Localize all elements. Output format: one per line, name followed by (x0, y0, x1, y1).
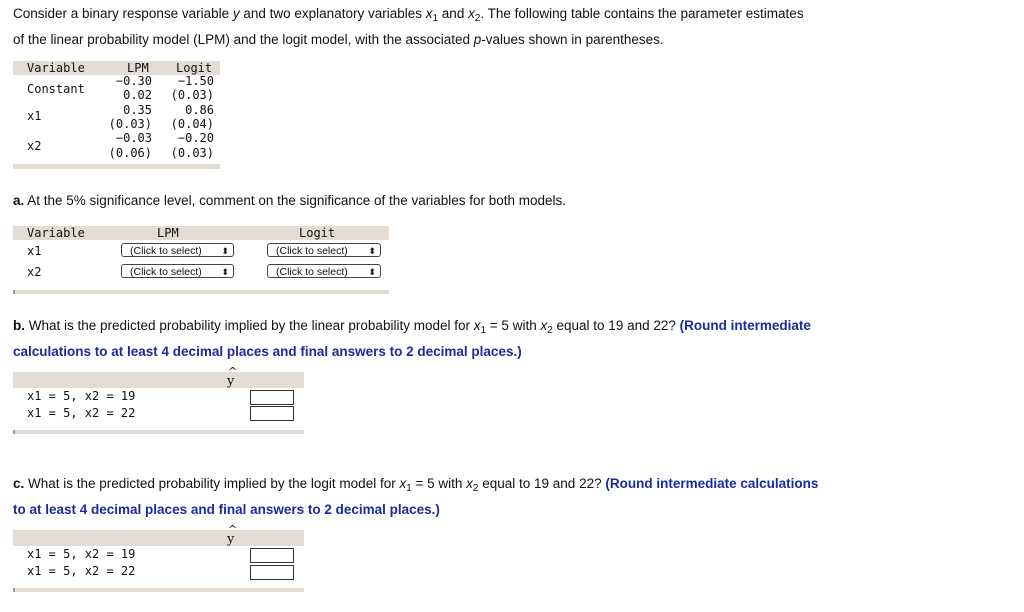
updown-arrow-icon: ⬍ (221, 246, 229, 256)
part-c-answer-2[interactable] (250, 565, 294, 580)
parameter-table-footer (13, 164, 220, 169)
logit-x1-p: (0.04) (170, 117, 214, 131)
lpm-x2: −0.03 (115, 131, 152, 145)
header-lpm: LPM (127, 61, 149, 75)
lpm-constant: −0.30 (115, 74, 152, 88)
part-a-footer-bar (13, 290, 389, 294)
part-a-header-variable: Variable (27, 226, 85, 240)
part-c-row-1: x1 = 5, x2 = 19 (27, 547, 136, 561)
row-name-x2: x2 (27, 139, 42, 153)
intro-paragraph (13, 3, 804, 50)
updown-arrow-icon: ⬍ (368, 246, 376, 256)
intro-line-1: Consider a binary response variable y and two explanatory variables $x_1$ and $x_2$. The following table contains the parameter estimates (13, 6, 804, 24)
part-b-row-2: x1 = 5, x2 = 22 (27, 406, 136, 420)
part-b-yhat-header: ^ y (227, 365, 238, 389)
part-c-header-bar (13, 523, 304, 547)
part-c-yhat-header: ^ y (227, 523, 238, 547)
part-a-row-x2: x2 (27, 265, 42, 279)
part-c-row-2: x1 = 5, x2 = 22 (27, 564, 136, 578)
hat-icon: ^ (228, 523, 238, 536)
lpm-x1-select[interactable]: (Click to select) ⬍ (121, 243, 234, 257)
row-name-x1: x1 (27, 109, 42, 123)
row-name-constant: Constant (27, 82, 85, 96)
logit-x2-select[interactable]: (Click to select) ⬍ (267, 264, 381, 278)
hat-icon: ^ (228, 365, 238, 378)
header-logit: Logit (176, 61, 213, 75)
header-variable: Variable (27, 61, 85, 75)
part-a-header-lpm: LPM (157, 226, 179, 240)
lpm-constant-p: 0.02 (123, 88, 152, 102)
part-c-question: c. What is the predicted probability implied by the logit model for $x_1 = 5$ with $x_2$ equal to 19 and 22? (Round intermediate calculations to at least 4 decimal places and final answers to 2 decimal places.) (13, 476, 819, 517)
part-b-answer-1[interactable] (250, 390, 294, 405)
part-b-question: b. What is the predicted probability implied by the linear probability model for $x_1 = 5$ with $x_2$ equal to 19 and 22? (Round intermediate calculations to at least 4 decimal places and final answers to 2 decimal places.) (13, 318, 811, 359)
logit-constant-p: (0.03) (170, 88, 214, 102)
part-b-answer-2[interactable] (250, 406, 294, 421)
updown-arrow-icon: ⬍ (221, 267, 229, 277)
logit-constant: −1.50 (177, 74, 214, 88)
logit-x1: 0.86 (185, 103, 214, 117)
part-c-answer-1[interactable] (250, 548, 294, 563)
updown-arrow-icon: ⬍ (368, 267, 376, 277)
logit-x2: −0.20 (177, 131, 214, 145)
lpm-x1-p: (0.03) (108, 117, 152, 131)
part-c-footer-bar (13, 588, 304, 592)
part-b-row-1: x1 = 5, x2 = 19 (27, 389, 136, 403)
part-b-footer-bar (13, 430, 304, 434)
intro-line-2: of the linear probability model (LPM) and the logit model, with the associated p-values shown in parentheses. (13, 32, 664, 47)
logit-x1-select[interactable]: (Click to select) ⬍ (267, 243, 381, 257)
part-a-question: a. At the 5% significance level, comment on the significance of the variables for both models. (13, 193, 567, 208)
part-b-header-bar (13, 365, 304, 389)
lpm-x1: 0.35 (123, 103, 152, 117)
logit-x2-p: (0.03) (170, 146, 214, 160)
parameter-table (13, 61, 220, 171)
part-a-header-logit: Logit (299, 226, 336, 240)
lpm-x2-p: (0.06) (108, 146, 152, 160)
lpm-x2-select[interactable]: (Click to select) ⬍ (121, 264, 234, 278)
part-a-row-x1: x1 (27, 244, 42, 258)
